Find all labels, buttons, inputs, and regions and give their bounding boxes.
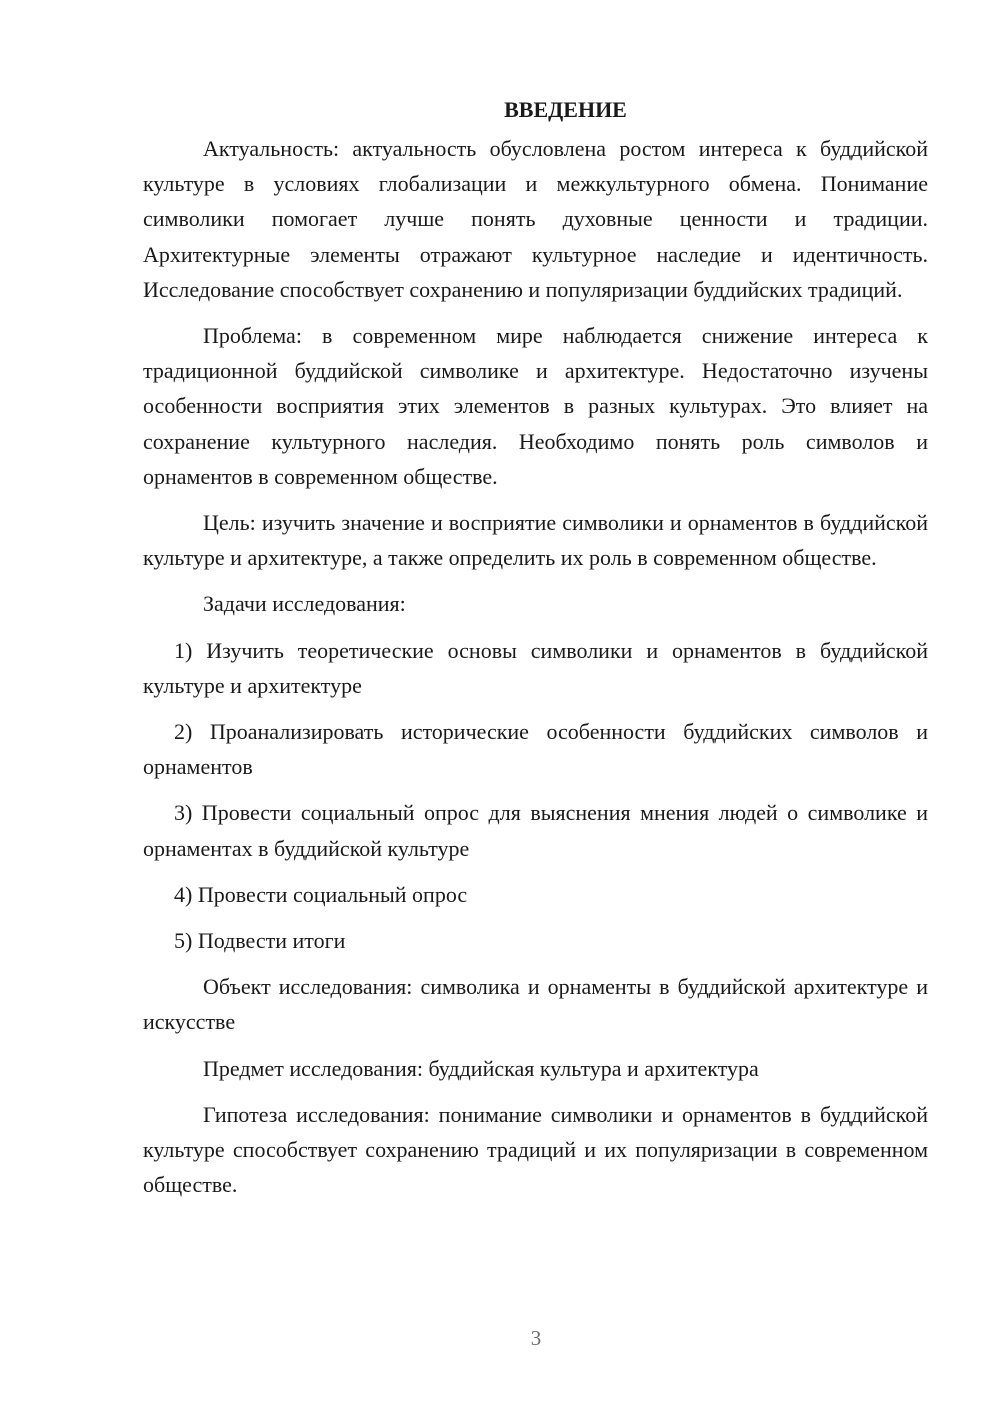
hypothesis-paragraph: Гипотеза исследования: понимание символики и орнаментов в буддийской культуре способствует сохранению традиций и их популяризации в современном обществе. <box>143 1101 928 1198</box>
task-item-1: 1) Изучить теоретические основы символики и орнаментов в буддийской культуре и архитектуре <box>143 637 928 698</box>
tasks-heading: Задачи исследования: <box>203 591 406 617</box>
page-number: 3 <box>530 1326 542 1350</box>
document-page <box>143 92 928 1213</box>
relevance-paragraph: Актуальность: актуальность обусловлена ростом интереса к буддийской культуре в условиях глобализации и межкультурного обмена. Понимание символики помогает лучше понять духовные ценности и традиции. Архитектурные элементы отражают культурное наследие и идентичность. Исследование способствует сохранению и популяризации буддийских традиций. <box>143 136 928 302</box>
task-item-4: 4) Провести социальный опрос <box>174 881 468 907</box>
task-item-5: 5) Подвести итоги <box>174 928 346 954</box>
object-paragraph: Объект исследования: символика и орнаменты в буддийской архитектуре и искусстве <box>143 974 928 1035</box>
task-item-2: 2) Проанализировать исторические особенности буддийских символов и орнаментов <box>143 719 928 780</box>
goal-paragraph: Цель: изучить значение и восприятие символики и орнаментов в буддийской культуре и архитектуре, а также определить их роль в современном обществе. <box>143 510 928 571</box>
subject-paragraph: Предмет исследования: буддийская культура и архитектура <box>203 1055 759 1081</box>
page-title: ВВЕДЕНИЕ <box>504 97 627 122</box>
task-item-3: 3) Провести социальный опрос для выяснения мнения людей о символике и орнаментах в буддийской культуре <box>143 800 928 861</box>
problem-paragraph: Проблема: в современном мире наблюдается снижение интереса к традиционной буддийской символике и архитектуре. Недостаточно изучены особенности восприятия этих элементов в разных культурах. Это влияет на сохранение культурного наследия. Необходимо понять роль символов и орнаментов в современном обществе. <box>143 323 928 489</box>
